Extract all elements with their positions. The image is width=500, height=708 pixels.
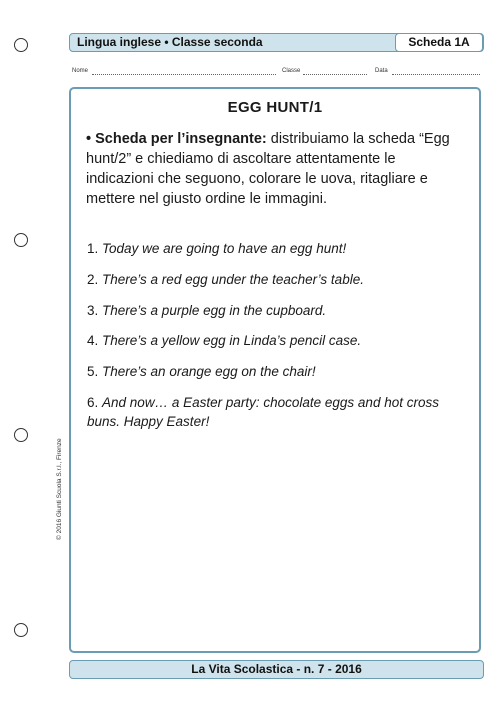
item-number: 4.	[87, 333, 99, 348]
item-text: There’s a yellow egg in Linda’s pencil case.	[102, 333, 362, 348]
copyright-notice: © 2016 Giunti Scuola S.r.l., Firenze	[56, 438, 63, 540]
item-number: 1.	[87, 241, 99, 256]
date-field	[392, 68, 480, 75]
binder-hole	[14, 38, 28, 52]
intro-heading: • Scheda per l’insegnante:	[86, 131, 267, 147]
subject-label: Lingua inglese • Classe seconda	[77, 35, 263, 49]
binder-hole	[14, 428, 28, 442]
intro-body: distribuiamo la scheda “Egg hunt/2” e chiediamo di ascoltare attentamente le indicazioni che seguono, colorare le uova, ritagliare e mettere nel giusto ordine le immagini.	[86, 131, 450, 207]
list-item	[87, 239, 462, 258]
name-field	[92, 68, 276, 75]
worksheet-card	[69, 87, 481, 653]
binder-hole	[14, 233, 28, 247]
sheet-tag: Scheda 1A	[395, 33, 483, 52]
header-bar	[69, 33, 484, 52]
list-item	[87, 270, 462, 289]
binder-hole	[14, 623, 28, 637]
item-text: There’s a red egg under the teacher’s table.	[102, 272, 364, 287]
name-row	[72, 68, 482, 80]
item-number: 5.	[87, 364, 99, 379]
name-label: Nome	[72, 68, 89, 74]
item-text: There’s an orange egg on the chair!	[102, 364, 316, 379]
list-item	[87, 331, 462, 350]
class-field	[303, 68, 367, 75]
teacher-instructions	[86, 129, 466, 209]
item-number: 6.	[87, 395, 99, 410]
item-text: There’s a purple egg in the cupboard.	[102, 303, 327, 318]
list-item	[87, 301, 462, 320]
list-item	[87, 362, 462, 381]
class-label: Classe	[282, 68, 301, 74]
date-label: Data	[375, 68, 388, 74]
list-item	[87, 393, 462, 431]
item-text: And now… a Easter party: chocolate eggs and hot cross buns. Happy Easter!	[87, 395, 439, 429]
item-number: 3.	[87, 303, 99, 318]
worksheet-title: EGG HUNT/1	[227, 99, 323, 116]
item-number: 2.	[87, 272, 99, 287]
item-text: Today we are going to have an egg hunt!	[102, 241, 347, 256]
footer-bar: La Vita Scolastica - n. 7 - 2016	[69, 660, 484, 679]
